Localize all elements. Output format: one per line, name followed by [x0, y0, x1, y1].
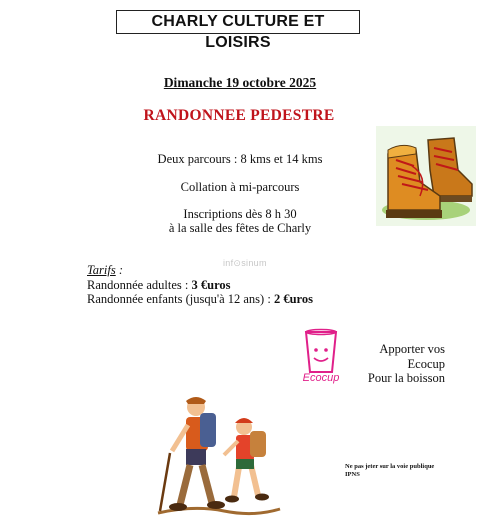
ecocup-logo: [300, 328, 342, 390]
event-date: Dimanche 19 octobre 2025: [163, 75, 317, 90]
page-title: CHARLY CULTURE ET LOISIRS: [116, 10, 360, 34]
child-price-row: [87, 292, 313, 307]
courses-text: Deux parcours : 8 kms et 14 kms: [157, 152, 323, 166]
pricing-block: [87, 263, 313, 307]
ecocup-message: [341, 342, 445, 386]
hiking-boot-illustration: [376, 126, 476, 226]
ecocup-logo-text: Ecocup: [302, 372, 340, 384]
ecocup-line2: Pour la boisson: [367, 371, 445, 385]
legal-notice: [345, 463, 434, 479]
pricing-heading-colon: :: [115, 263, 124, 277]
child-price-value: 2 €uros: [273, 292, 313, 306]
adult-price-label: Randonnée adultes :: [87, 277, 192, 292]
pricing-heading: Tarifs: [87, 263, 116, 277]
adult-price-value: 3 €uros: [191, 277, 231, 292]
registration-time: Inscriptions dès 8 h 30: [183, 207, 297, 221]
event-name: RANDONNEE PEDESTRE: [143, 107, 335, 124]
legal-line1: Ne pas jeter sur la voie publique: [345, 463, 435, 470]
hikers-illustration: [154, 393, 284, 519]
snack-text: Collation à mi-parcours: [180, 180, 300, 194]
child-price-label: Randonnée enfants (jusqu'à 12 ans) :: [87, 292, 274, 306]
adult-price-row: [87, 278, 313, 293]
watermark: inf⊙sinum: [223, 258, 267, 268]
registration-place: à la salle des fêtes de Charly: [168, 221, 312, 235]
ecocup-line1: Apporter vos Ecocup: [379, 342, 445, 371]
legal-line2: IPNS: [345, 471, 360, 478]
